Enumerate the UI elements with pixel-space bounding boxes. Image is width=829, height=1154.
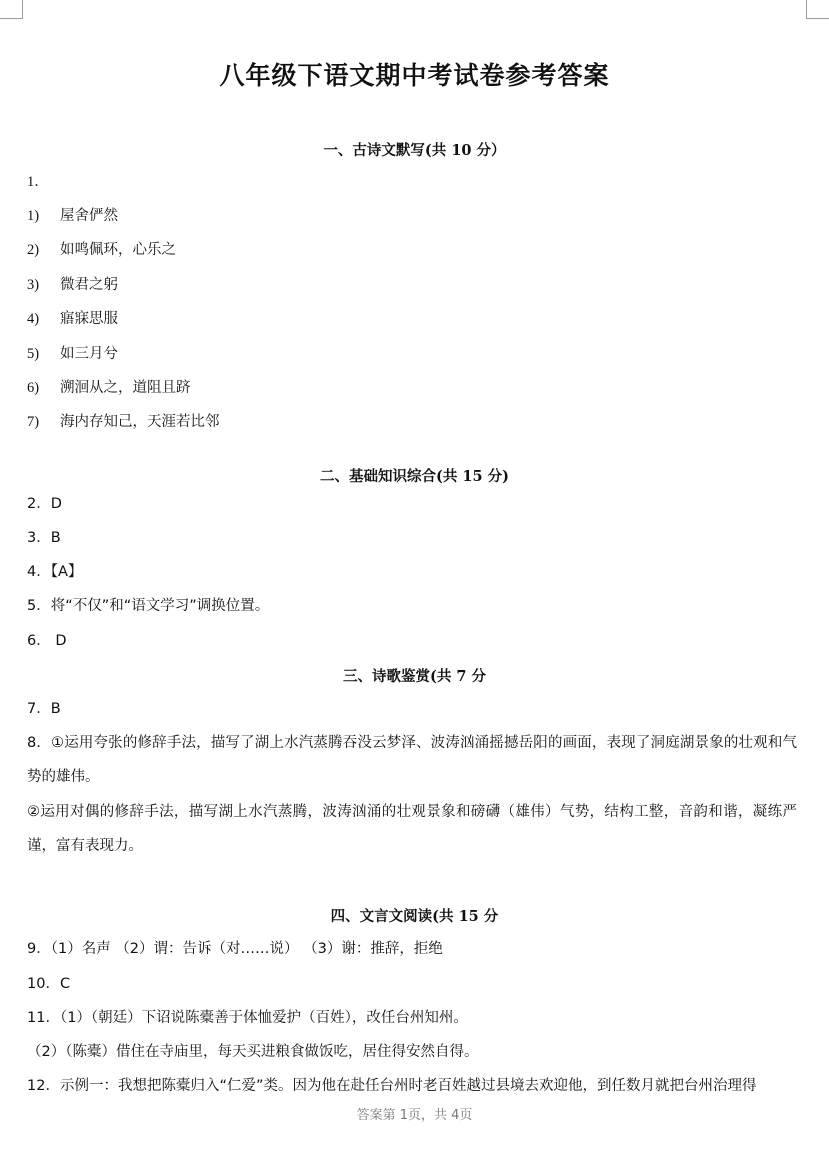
answer-8-part-2: ②运用对偶的修辞手法，描写湖上水汽蒸腾，波涛汹涌的壮观景象和磅礴（雄伟）气势，结构工整，音韵和谐，凝练严谨，富有表现力。	[27, 804, 797, 854]
section-heading-2: 二、基础知识综合(共 15 分)	[320, 468, 509, 485]
crop-mark-top-left	[0, 0, 23, 19]
answer-8-part-1: 8．①运用夸张的修辞手法，描写了湖上水汽蒸腾吞没云梦泽、波涛汹涌摇撼岳阳的画面，表现了洞庭湖景象的壮观和气势的雄伟。	[27, 735, 797, 785]
page-footer: 答案第 1页，共 4页	[356, 1108, 473, 1123]
section-heading-3: 三、诗歌鉴赏(共 7 分	[342, 668, 487, 685]
answer-6: 6． D	[27, 633, 67, 649]
answer-11-part-1: 11．（1）（朝廷）下诏说陈橐善于体恤爱护（百姓），改任台州知州。	[27, 1010, 468, 1026]
list-item: 2) 如鸣佩环，心乐之	[27, 242, 176, 258]
answer-4: 4．【A】	[27, 564, 83, 580]
section-heading-4: 四、文言文阅读(共 15 分	[330, 908, 499, 925]
list-item: 5) 如三月兮	[27, 346, 118, 362]
page-title: 八年级下语文期中考试卷参考答案	[219, 61, 610, 90]
answer-3: 3．B	[27, 530, 61, 546]
list-item: 3) 微君之躬	[27, 277, 118, 293]
list-item: 6) 溯洄从之，道阻且跻	[27, 380, 191, 396]
list-item: 1) 屋舍俨然	[27, 208, 118, 224]
answer-9: 9．（1）名声 （2）谓：告诉（对……说） （3）谢：推辞，拒绝	[27, 941, 443, 957]
answer-5: 5．将“不仅”和“语文学习”调换位置。	[27, 598, 270, 614]
list-item: 7) 海内存知己，天涯若比邻	[27, 414, 220, 430]
answer-11-part-2: （2）（陈橐）借住在寺庙里，每天买进粮食做饭吃，居住得安然自得。	[27, 1044, 479, 1060]
crop-mark-top-right	[806, 0, 829, 19]
answer-10: 10．C	[27, 976, 71, 992]
question-1-label: 1．	[27, 174, 49, 190]
section-heading-1: 一、古诗文默写(共 10 分）	[323, 142, 506, 159]
list-item: 4) 寤寐思服	[27, 311, 118, 327]
answer-7: 7．B	[27, 701, 61, 717]
answer-12: 12．示例一：我想把陈橐归入“仁爱”类。因为他在赴任台州时老百姓越过县境去欢迎他，到任数月就把台州治理得	[27, 1078, 757, 1094]
answer-2: 2．D	[27, 496, 62, 512]
